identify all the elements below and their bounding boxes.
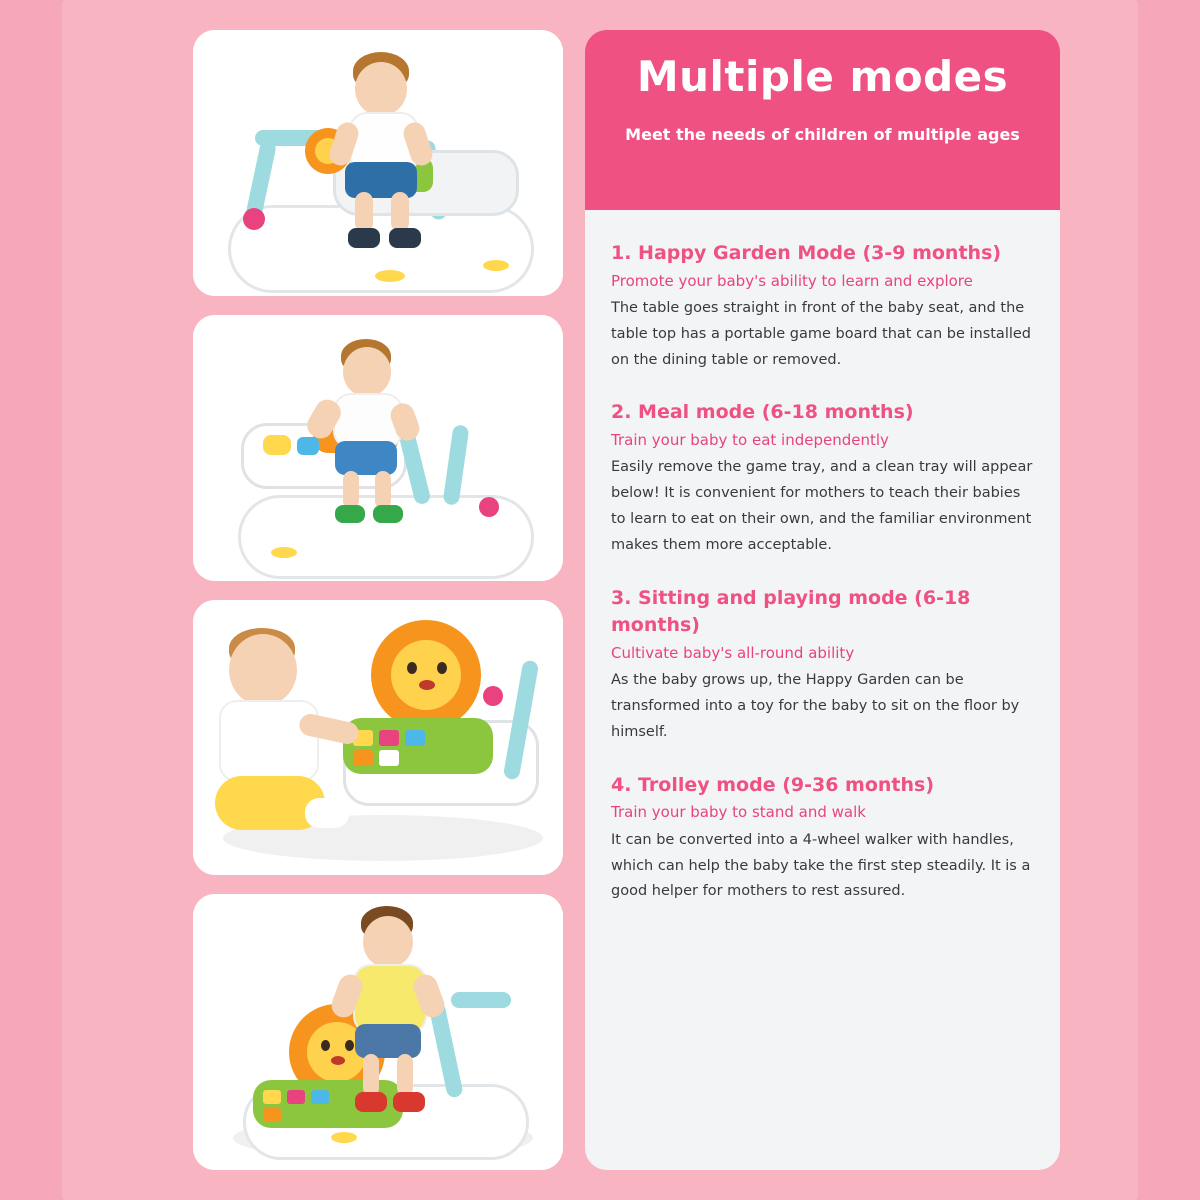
baby-pants bbox=[335, 441, 397, 475]
toy-key bbox=[311, 1090, 329, 1104]
base-accent bbox=[375, 270, 405, 282]
mode-subtitle: Train your baby to eat independently bbox=[611, 430, 889, 449]
page-subtitle: Meet the needs of children of multiple ages bbox=[625, 125, 1020, 144]
photo-card-meal-mode bbox=[193, 315, 563, 581]
baby-body bbox=[219, 700, 319, 782]
baby-shoe-right bbox=[389, 228, 421, 248]
panel-header bbox=[585, 30, 1060, 210]
baby-pants bbox=[345, 162, 417, 198]
photo-card-trolley-mode bbox=[193, 894, 563, 1170]
knob-right bbox=[479, 497, 499, 517]
mode-block-3 bbox=[611, 585, 1034, 746]
mode-block-2 bbox=[611, 399, 1034, 558]
mode-title: 3. Sitting and playing mode (6-18 months) bbox=[611, 586, 971, 637]
mode-description: The table goes straight in front of the baby seat, and the table top has a portable game board that can be installed on the dining table or removed. bbox=[611, 300, 1032, 368]
mode-subtitle: Train your baby to stand and walk bbox=[611, 803, 866, 822]
cup bbox=[297, 437, 319, 455]
toy-key bbox=[379, 750, 399, 766]
baby-leg-right bbox=[391, 192, 409, 232]
mode-subtitle: Promote your baby's ability to learn and explore bbox=[611, 271, 973, 290]
panel-body bbox=[585, 210, 1060, 1170]
photo-card-sitting-mode bbox=[193, 600, 563, 876]
toddler-pants bbox=[355, 1024, 421, 1058]
lion-nose bbox=[419, 680, 435, 690]
baby-head bbox=[343, 347, 391, 397]
toy-key bbox=[263, 1108, 281, 1122]
baby-sock bbox=[305, 798, 349, 828]
mode-description: It can be converted into a 4-wheel walker with handles, which can help the baby take the first step steadily. It is a good helper for mothers to rest assured. bbox=[611, 831, 1031, 900]
baby-leg-right bbox=[375, 471, 391, 509]
baby-head bbox=[229, 634, 297, 706]
toddler-shoe-left bbox=[355, 1092, 387, 1112]
toy-key bbox=[287, 1090, 305, 1104]
mode-title: 4. Trolley mode (9-36 months) bbox=[611, 773, 935, 796]
lion-eye-right bbox=[437, 662, 447, 674]
mode-block-4 bbox=[611, 772, 1034, 905]
toddler-shoe-right bbox=[393, 1092, 425, 1112]
mode-block-1 bbox=[611, 240, 1034, 373]
food-bowl bbox=[263, 435, 291, 455]
toy-key bbox=[379, 730, 399, 746]
baby-leg-left bbox=[343, 471, 359, 509]
mode-title: 1. Happy Garden Mode (3-9 months) bbox=[611, 242, 1002, 264]
toy-key bbox=[353, 750, 373, 766]
walker-handle-top bbox=[451, 992, 511, 1008]
toddler-leg-right bbox=[397, 1054, 413, 1096]
page-title: Multiple modes bbox=[636, 52, 1009, 101]
modes-panel bbox=[585, 30, 1060, 1170]
baby-shoe-left bbox=[335, 505, 365, 523]
toy-key bbox=[405, 730, 425, 746]
toy-key bbox=[263, 1090, 281, 1104]
knob bbox=[483, 686, 503, 706]
base-accent bbox=[483, 260, 509, 271]
mode-title: 2. Meal mode (6-18 months) bbox=[611, 401, 914, 424]
toddler-leg-left bbox=[363, 1054, 379, 1096]
toddler-head bbox=[363, 916, 413, 968]
knob-left bbox=[243, 208, 265, 230]
mode-description: Easily remove the game tray, and a clean tray will appear below! It is convenient for mothers to teach their babies to learn to eat on their own, and the familiar environment makes them more acceptable. bbox=[611, 459, 1033, 553]
lion-eye-left bbox=[407, 662, 417, 674]
baby-shoe-left bbox=[348, 228, 380, 248]
mode-subtitle: Cultivate baby's all-round ability bbox=[611, 643, 855, 662]
baby-leg-left bbox=[355, 192, 373, 232]
base-accent bbox=[271, 547, 297, 558]
photo-column bbox=[193, 30, 563, 1170]
baby-shoe-right bbox=[373, 505, 403, 523]
baby-head bbox=[355, 62, 407, 116]
lion-face bbox=[391, 640, 461, 710]
photo-card-happy-garden bbox=[193, 30, 563, 296]
mode-description: As the baby grows up, the Happy Garden can be transformed into a toy for the baby to sit on the floor by himself. bbox=[611, 672, 1020, 740]
